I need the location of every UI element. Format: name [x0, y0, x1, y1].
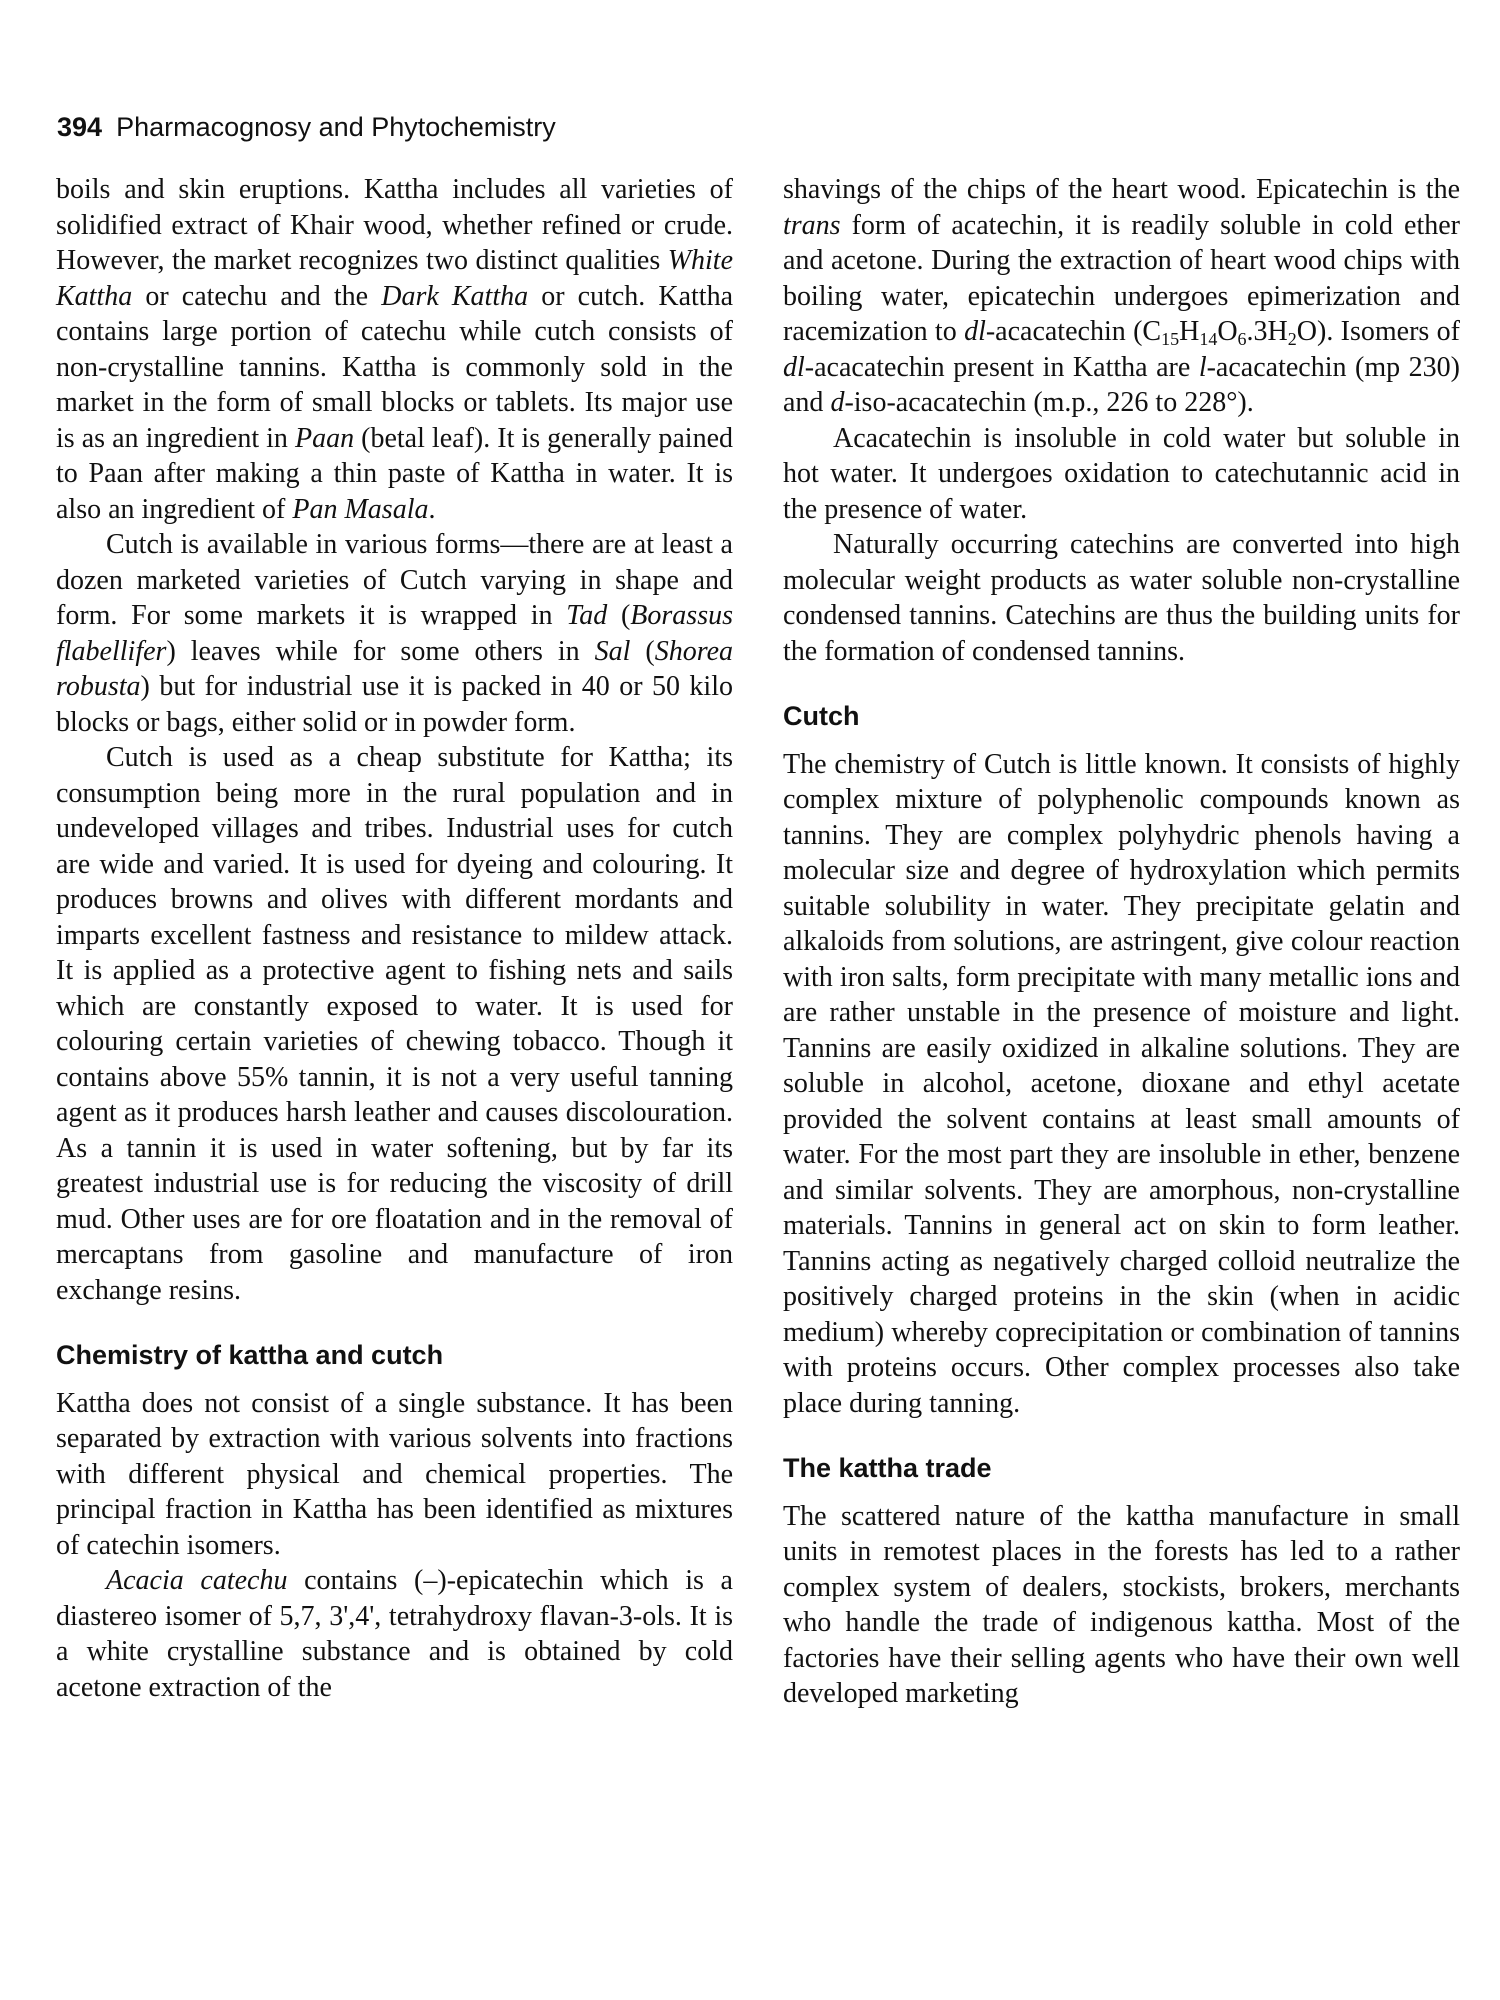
paragraph-epicatechin: shavings of the chips of the heart wood. Epicatechin is the trans form of acatechin, it is readily soluble in cold ether and acetone. During the extraction of heart wood chips with boiling water, epicatechin undergoes epimerization and racemization to dl-acacatechin $(C_{15}H_{14}O_6.3H_2O)$. Isomers of dl-acacatechin present in Kattha are l-acacatechin (mp 230) and d-iso-acacatechin (m.p., 226 to 228°). — [783, 174, 1460, 418]
left-column — [56, 172, 733, 1705]
paragraph-cutch-forms: Cutch is available in various forms—there are at least a dozen marketed varieties of Cutch varying in shape and form. For some markets it is wrapped in Tad (Borassus flabellifer) leaves while for some others in Sal (Shorea robusta) but for industrial use it is packed in 40 or 50 kilo blocks or bags, either solid or in powder form. — [56, 529, 734, 738]
paragraph-acacia-catechu: Acacia catechu contains (–)-epicatechin which is a diastereo isomer of 5,7, 3',4', tetrahydroxy flavan-3-ols. It is a white crystalline substance and is obtained by cold acetone extraction of the — [56, 1565, 733, 1703]
heading-kattha-trade: The kattha trade — [783, 1453, 992, 1483]
paragraph-cutch-chemistry: The chemistry of Cutch is little known. It consists of highly complex mixture of polyphenolic compounds known as tannins. They are complex polyhydric phenols having a molecular size and degree of hydroxylation which permits suitable solubility in water. They precipitate gelatin and alkaloids from solutions, are astringent, give colour reaction with iron salts, form precipitate with many metallic ions and are rather unstable in the presence of moisture and light. Tannins are easily oxidized in alkaline solutions. They are soluble in alcohol, acetone, dioxane and ethyl acetate provided the solvent contains at least small amounts of water. For the most part they are insoluble in ether, benzene and similar solvents. They are amorphous, non-crystalline materials. Tannins in general act on skin to form leather. Tannins acting as negatively charged colloid neutralize the positively charged proteins in the skin (when in acidic medium) whereby coprecipitation or combination of tannins with proteins occurs. Other complex processes also take place during tanning. — [783, 748, 1460, 1419]
paragraph-kattha-chemistry: Kattha does not consist of a single substance. It has been separated by extraction with various solvents into fractions with different physical and chemical properties. The principal fraction in Kattha has been identified as mixtures of catechin isomers. — [56, 1387, 733, 1561]
paragraph-kattha-trade: The scattered nature of the kattha manufacture in small units in remotest places in the forests has led to a rather complex system of dealers, stockists, brokers, merchants who handle the trade of indigenous kattha. Most of the factories have their selling agents who have their own well developed marketing — [783, 1500, 1460, 1709]
book-title: Pharmacognosy and Phytochemistry — [116, 112, 556, 142]
running-head — [57, 112, 556, 143]
page-number: 394 — [57, 112, 103, 142]
right-column — [783, 172, 1460, 1712]
paragraph-kattha-intro: boils and skin eruptions. Kattha includes all varieties of solidified extract of Khair wood, whether refined or crude. However, the market recognizes two distinct qualities White Kattha or catechu and the Dark Kattha or cutch. Kattha contains large portion of catechu while cutch consists of non-crystalline tannins. Kattha is commonly sold in the market in the form of small blocks or tablets. Its major use is as an ingredient in Paan (betal leaf). It is generally pained to Paan after making a thin paste of Kattha in water. It is also an ingredient of Pan Masala. — [56, 174, 734, 525]
paragraph-cutch-uses: Cutch is used as a cheap substitute for Kattha; its consumption being more in the rural population and in undeveloped villages and tribes. Industrial uses for cutch are wide and varied. It is used for dyeing and colouring. It produces browns and olives with different mordants and imparts excellent fastness and resistance to mildew attack. It is applied as a protective agent to fishing nets and sails which are constantly exposed to water. It is used for colouring certain varieties of chewing tobacco. Though it contains above 55% tannin, it is not a very useful tanning agent as it produces harsh leather and causes discolouration. As a tannin it is used in water softening, but by far its greatest industrial use is for reducing the viscosity of drill mud. Other uses are for ore floatation and in the removal of mercaptans from gasoline and manufacture of iron exchange resins. — [56, 742, 733, 1306]
heading-chemistry: Chemistry of kattha and cutch — [56, 1340, 444, 1370]
paragraph-acacatechin: Acacatechin is insoluble in cold water but soluble in hot water. It undergoes oxidation to catechutannic acid in the presence of water. — [783, 422, 1460, 525]
heading-cutch: Cutch — [783, 701, 860, 731]
paragraph-catechins: Naturally occurring catechins are converted into high molecular weight products as water soluble non-crystalline condensed tannins. Catechins are thus the building units for the formation of condensed tannins. — [783, 529, 1460, 667]
